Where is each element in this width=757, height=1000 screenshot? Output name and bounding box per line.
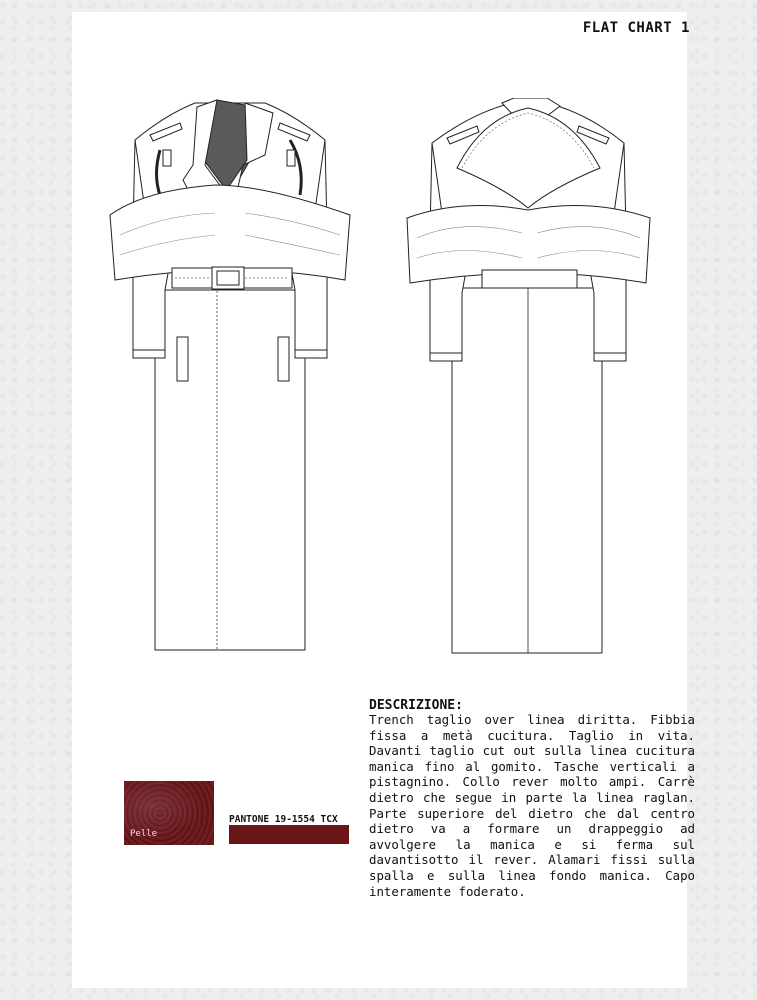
leather-swatch — [124, 781, 214, 845]
back-view-drawing — [402, 98, 657, 658]
description-text: Trench taglio over linea diritta. Fibbia fissa a metà cucitura. Taglio in vita. Davanti taglio cut out sulla linea cucitura manica fino al gomito. Tasche verticali a pistagnino. Collo rever molto ampi. Carrè dietro che segue in parte la linea raglan. Parte superiore del dietro che dal centro dietro va a formare un drappeggio ad avvolgere la manica e si ferma sul davantisotto il rever. Alamari fissi sulla spalla e sulla linea fondo manica. Capo interamente foderato. — [369, 712, 695, 899]
pantone-color-bar — [229, 825, 349, 844]
description-heading: DESCRIZIONE: — [369, 698, 463, 713]
swatch-label: Pelle — [130, 829, 158, 839]
front-view-drawing — [105, 95, 355, 655]
page-title: FLAT CHART 1 — [582, 20, 690, 36]
pantone-label: PANTONE 19-1554 TCX — [229, 814, 338, 825]
